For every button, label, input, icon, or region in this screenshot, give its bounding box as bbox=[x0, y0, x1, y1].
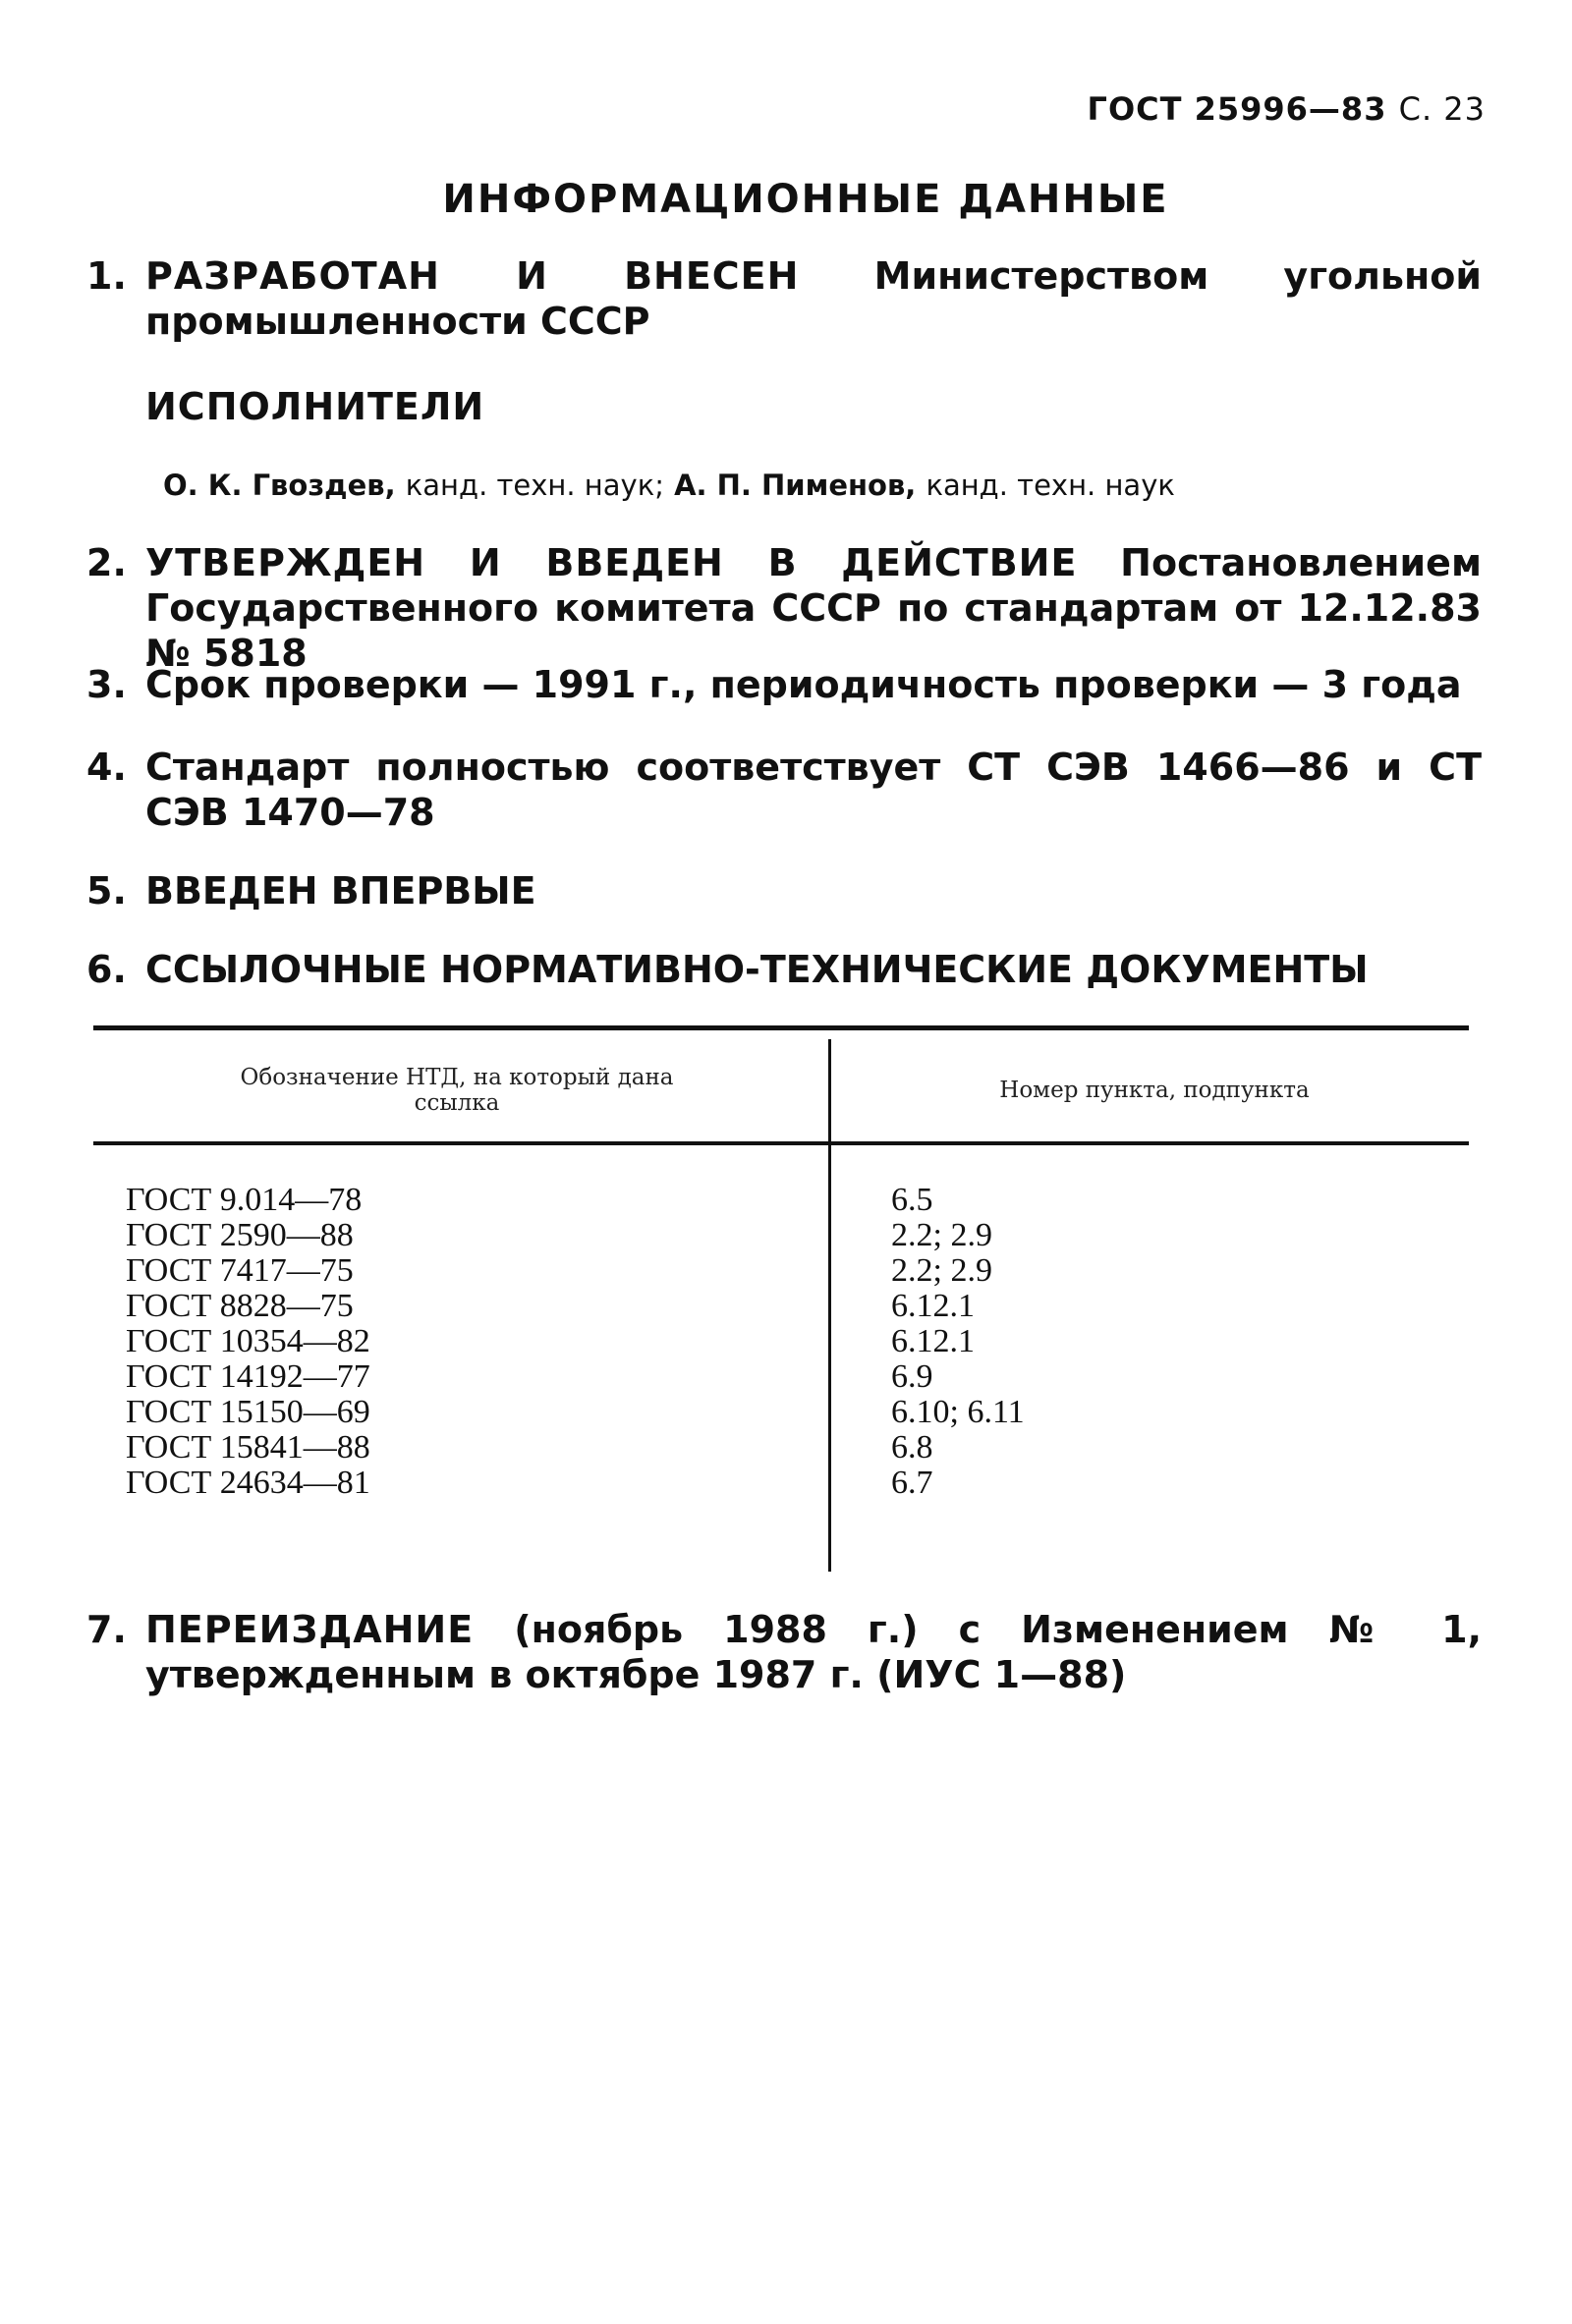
item-lead: РАЗРАБОТАН И ВНЕСЕН bbox=[145, 254, 800, 298]
table-column-documents bbox=[126, 1183, 637, 1501]
item-body: (ноябрь 1988 г.) с Изменением № 1, утвержденным в октябре 1987 г. (ИУС 1—88) bbox=[145, 1608, 1483, 1696]
item-text: ССЫЛОЧНЫЕ НОРМАТИВНО-ТЕХНИЧЕСКИЕ ДОКУМЕНТЫ bbox=[145, 948, 1369, 991]
table-cell-document: ГОСТ 15150—69 bbox=[126, 1394, 370, 1430]
info-item-7 bbox=[86, 1607, 1482, 1697]
item-lead: ПЕРЕИЗДАНИЕ bbox=[145, 1608, 475, 1651]
table-column-divider bbox=[828, 1039, 831, 1572]
item-body: Постановлением Государственного комитета СССР по стандартам от 12.12.83 № 5818 bbox=[145, 541, 1482, 675]
table-cell-clause: 6.10; 6.11 bbox=[891, 1394, 1025, 1430]
item-body: Министерством угольной промышленности СССР bbox=[145, 254, 1483, 343]
table-cell-clause: 2.2; 2.9 bbox=[891, 1217, 992, 1253]
table-cell-clause: 6.5 bbox=[891, 1182, 933, 1218]
item-text: Стандарт полностью соответствует СТ СЭВ 1466—86 и СТ СЭВ 1470—78 bbox=[145, 746, 1482, 834]
executor-degree: канд. техн. наук; bbox=[405, 469, 664, 502]
item-text bbox=[145, 253, 1482, 344]
item-text: Срок проверки — 1991 г., периодичность проверки — 3 года bbox=[145, 663, 1462, 706]
info-item-6 bbox=[86, 947, 1482, 992]
item-number: 7. bbox=[86, 1608, 127, 1651]
item-number: 1. bbox=[86, 254, 127, 298]
table-cell-document: ГОСТ 8828—75 bbox=[126, 1288, 354, 1324]
info-item-4 bbox=[86, 745, 1482, 835]
item-lead: УТВЕРЖДЕН И ВВЕДЕН В ДЕЙСТВИЕ bbox=[145, 541, 1078, 584]
item-number: 6. bbox=[86, 948, 127, 991]
table-cell-clause: 6.9 bbox=[891, 1358, 933, 1395]
table-cell-clause: 6.12.1 bbox=[891, 1288, 975, 1324]
info-item-3 bbox=[86, 662, 1482, 707]
table-cell-document: ГОСТ 2590—88 bbox=[126, 1217, 354, 1253]
table-cell-document: ГОСТ 10354—82 bbox=[126, 1323, 370, 1359]
page-number: С. 23 bbox=[1398, 90, 1486, 128]
info-item-5 bbox=[86, 868, 1482, 913]
table-cell-document: ГОСТ 9.014—78 bbox=[126, 1182, 363, 1218]
table-header-rule bbox=[93, 1141, 1469, 1145]
table-cell-document: ГОСТ 24634—81 bbox=[126, 1465, 370, 1501]
reference-documents-table bbox=[93, 1025, 1469, 1576]
item-number: 3. bbox=[86, 663, 127, 706]
item-number: 4. bbox=[86, 746, 127, 789]
item-text bbox=[145, 540, 1482, 676]
executor-name: О. К. Гвоздев, bbox=[163, 469, 396, 502]
info-item-2 bbox=[86, 540, 1482, 676]
executors-heading: ИСПОЛНИТЕЛИ bbox=[145, 385, 485, 428]
table-header-document: Обозначение НТД, на который дана ссылка bbox=[240, 1065, 674, 1116]
executors-list bbox=[163, 469, 1175, 502]
table-header-clause: Номер пункта, подпункта bbox=[999, 1078, 1310, 1103]
table-column-clauses bbox=[891, 1183, 1304, 1501]
table-cell-clause: 2.2; 2.9 bbox=[891, 1252, 992, 1289]
table-cell-document: ГОСТ 14192—77 bbox=[126, 1358, 370, 1395]
item-number: 2. bbox=[86, 541, 127, 584]
table-cell-clause: 6.12.1 bbox=[891, 1323, 975, 1359]
standard-code: ГОСТ 25996—83 bbox=[1087, 90, 1387, 128]
page-title: ИНФОРМАЦИОННЫЕ ДАННЫЕ bbox=[442, 177, 1169, 222]
item-text bbox=[145, 1607, 1482, 1697]
table-cell-document: ГОСТ 7417—75 bbox=[126, 1252, 354, 1289]
table-cell-clause: 6.7 bbox=[891, 1465, 933, 1501]
item-text: ВВЕДЕН ВПЕРВЫЕ bbox=[145, 869, 536, 913]
table-cell-clause: 6.8 bbox=[891, 1429, 933, 1466]
table-cell-document: ГОСТ 15841—88 bbox=[126, 1429, 370, 1466]
executor-name: А. П. Пименов, bbox=[674, 469, 917, 502]
info-item-1 bbox=[86, 253, 1482, 344]
page-header bbox=[1088, 90, 1486, 128]
table-top-rule bbox=[93, 1025, 1469, 1030]
item-number: 5. bbox=[86, 869, 127, 913]
executor-degree: канд. техн. наук bbox=[926, 469, 1175, 502]
